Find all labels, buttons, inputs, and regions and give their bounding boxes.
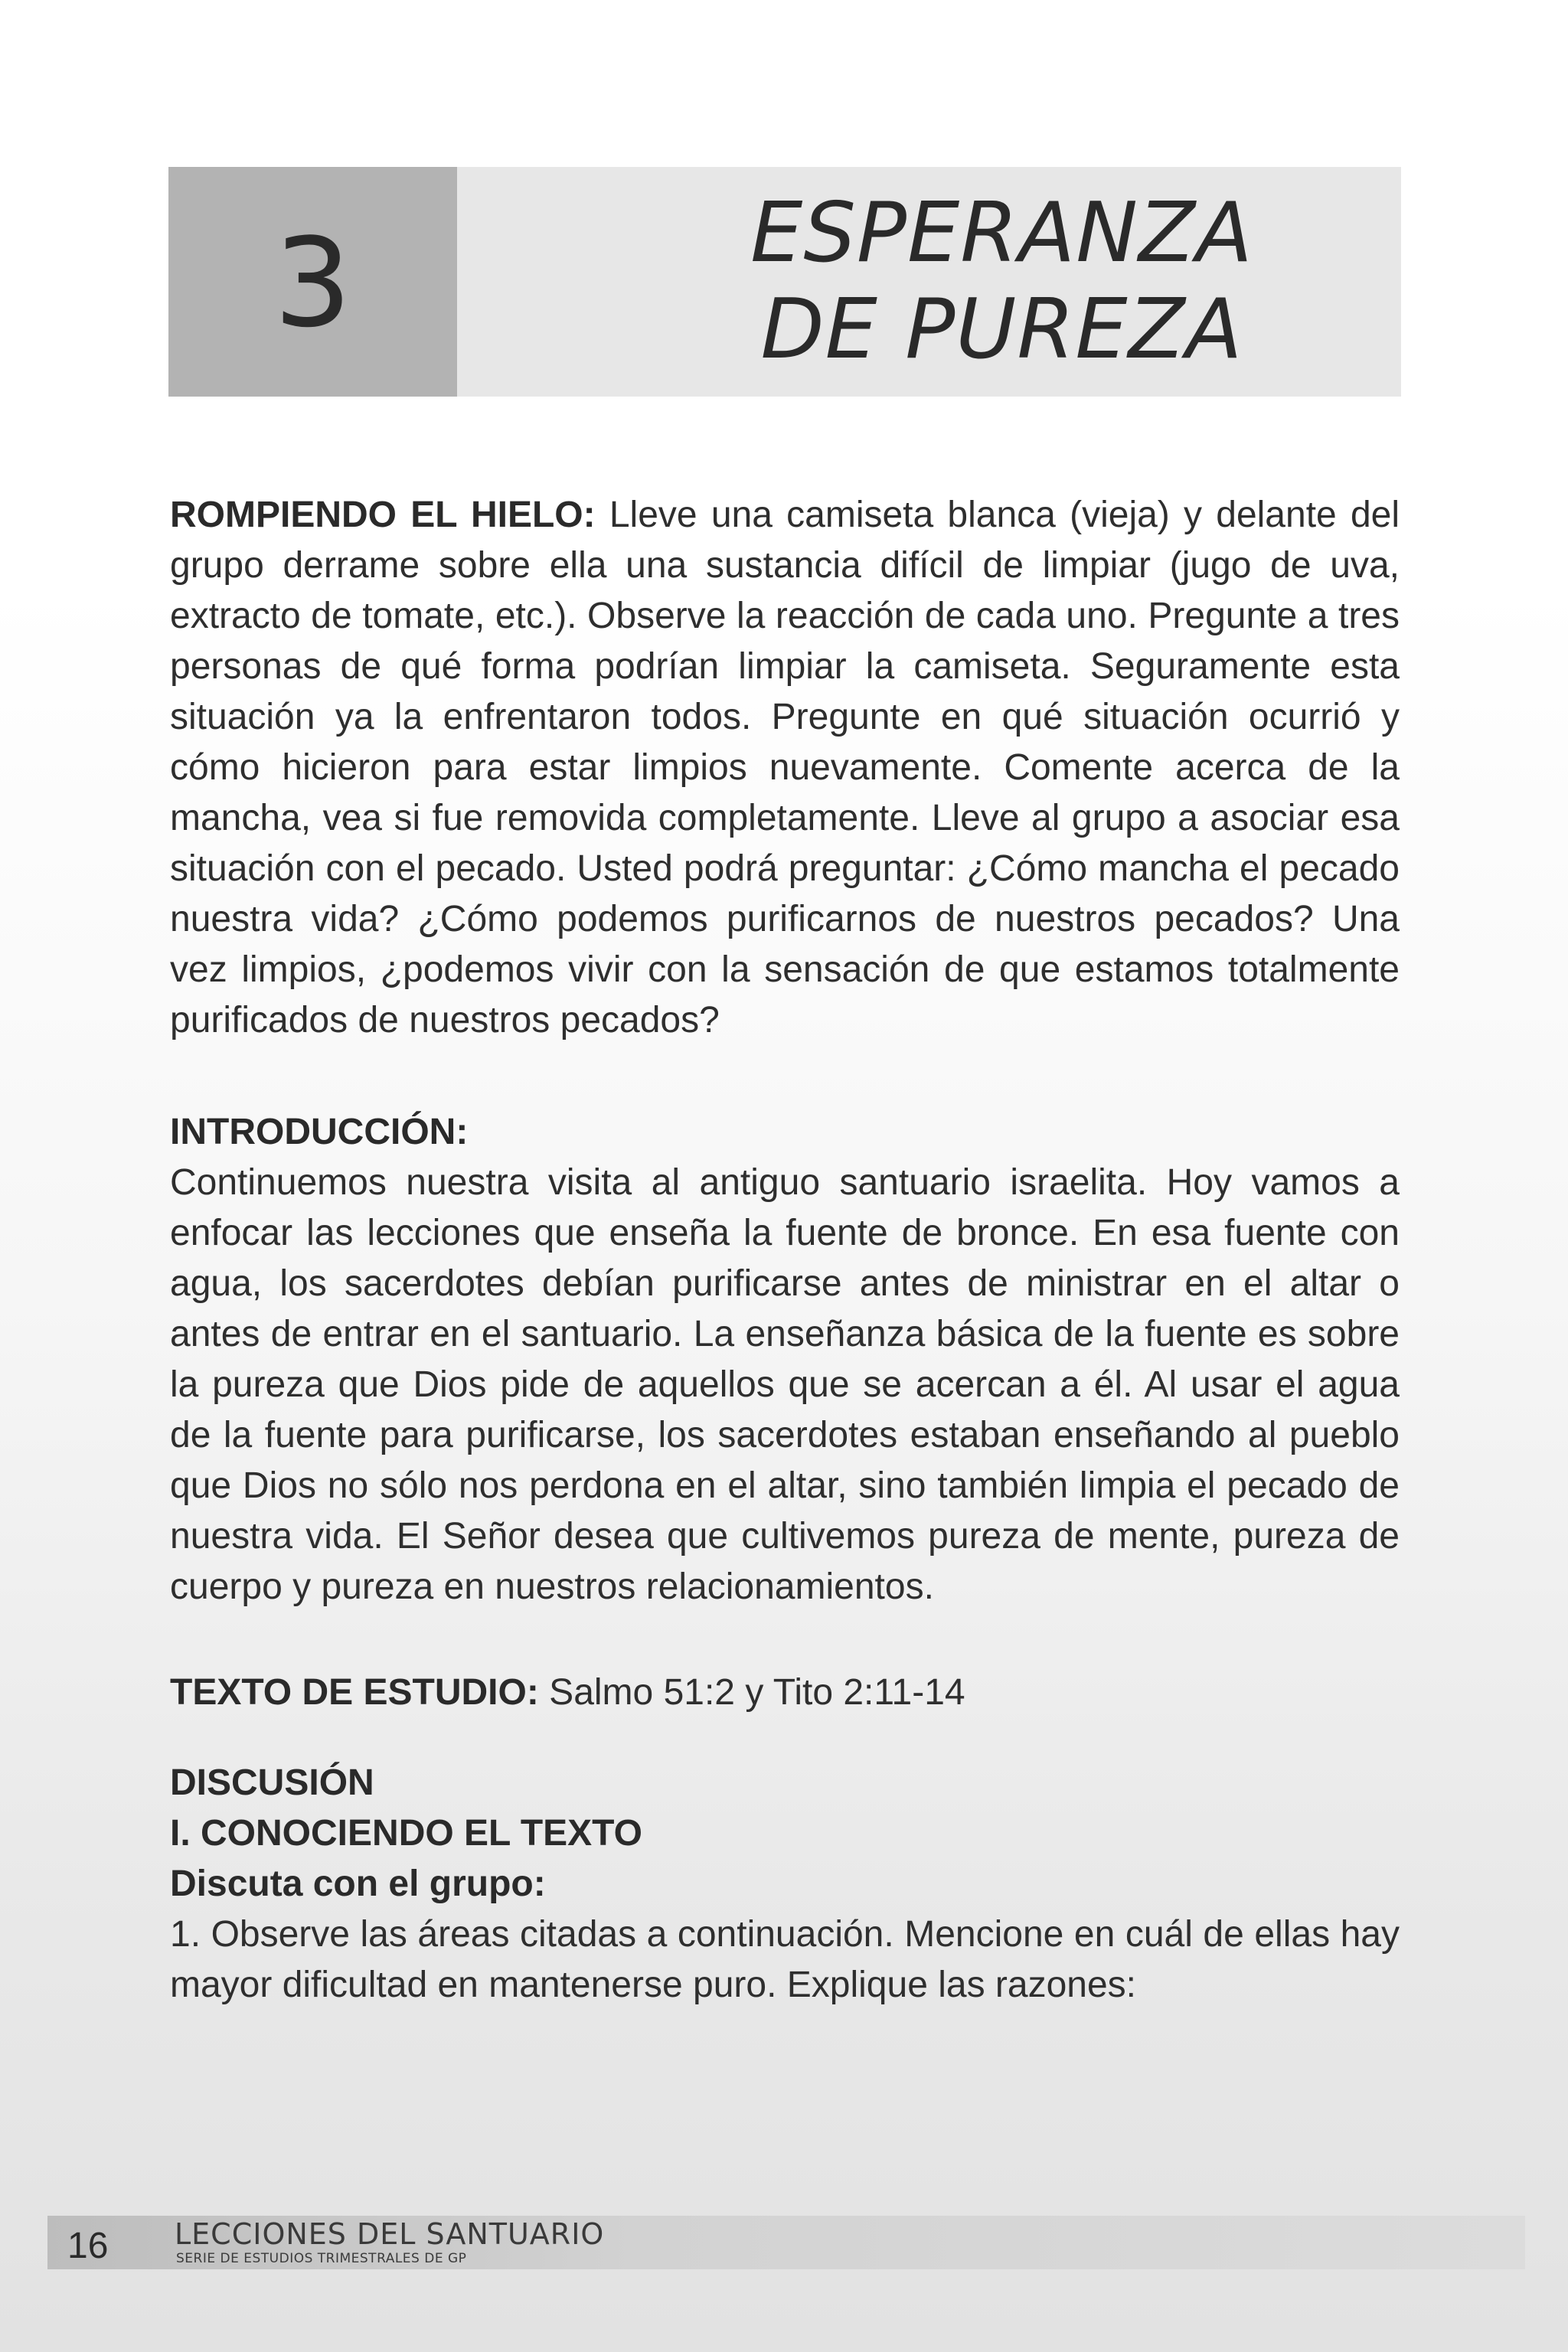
series-title: LECCIONES DEL SANTUARIO — [175, 2217, 605, 2251]
icebreaker-paragraph — [170, 490, 1400, 1046]
chapter-number-box — [168, 167, 457, 397]
page-footer — [47, 2216, 1525, 2269]
icebreaker-heading: ROMPIENDO EL HIELO: — [170, 495, 596, 535]
section-title: I. CONOCIENDO EL TEXTO — [170, 1813, 642, 1854]
discussion-item-1: 1. Observe las áreas citadas a continuación. Mencione en cuál de ellas hay mayor dificultad en mantenerse puro. Explique las razones: — [170, 1914, 1400, 2005]
study-text-line — [170, 1668, 1400, 1718]
chapter-number: 3 — [273, 211, 352, 354]
introduction-text: Continuemos nuestra visita al antiguo santuario israelita. Hoy vamos a enfocar las lecciones que enseña la fuente de bronce. En esa fuente con agua, los sacerdotes debían purificarse antes de ministrar en el altar o antes de entrar en el santuario. La enseñanza básica de la fuente es sobre la pureza que Dios pide de aquellos que se acercan a él. Al usar el agua de la fuente para purificarse, los sacerdotes estaban enseñando al pueblo que Dios no sólo nos perdona en el altar, sino también limpia el pecado de nuestra vida. El Señor desea que cultivemos pureza de mente, pureza de cuerpo y pureza en nuestros relacionamientos. — [170, 1162, 1400, 1607]
page-number: 16 — [67, 2226, 109, 2266]
chapter-title-box — [457, 167, 1401, 397]
introduction-heading: INTRODUCCIÓN: — [170, 1112, 469, 1152]
icebreaker-text: Lleve una camiseta blanca (vieja) y delante del grupo derrame sobre ella una sustancia difícil de limpiar (jugo de uva, extracto de tomate, etc.). Observe la reacción de cada uno. Pregunte a tres personas de qué forma podrían limpiar la camiseta. Seguramente esta situación ya la enfrentaron todos. Pregunte en qué situación ocurrió y cómo hicieron para estar limpios nuevamente. Comente acerca de la mancha, vea si fue removida completamente. Lleve al grupo a asociar esa situación con el pecado. Usted podrá preguntar: ¿Cómo mancha el pecado nuestra vida? ¿Cómo podemos purificarnos de nuestros pecados? Una vez limpios, ¿podemos vivir con la sensación de que estamos totalmente purificados de nuestros pecados? — [170, 495, 1400, 1040]
discussion-heading: DISCUSIÓN — [170, 1762, 374, 1803]
chapter-title-line-1: ESPERANZA — [750, 185, 1253, 281]
study-text-heading: TEXTO DE ESTUDIO: — [170, 1672, 539, 1713]
series-subtitle: SERIE DE ESTUDIOS TRIMESTRALES DE GP — [176, 2251, 467, 2266]
chapter-header — [168, 167, 1401, 397]
chapter-title-line-2: DE PUREZA — [760, 282, 1243, 377]
introduction-heading-line — [170, 1107, 1400, 1158]
introduction-paragraph — [170, 1158, 1400, 1612]
study-text-reference: Salmo 51:2 y Tito 2:11-14 — [549, 1672, 965, 1713]
discussion-prompt: Discuta con el grupo: — [170, 1864, 546, 1904]
page-content — [170, 490, 1400, 2011]
